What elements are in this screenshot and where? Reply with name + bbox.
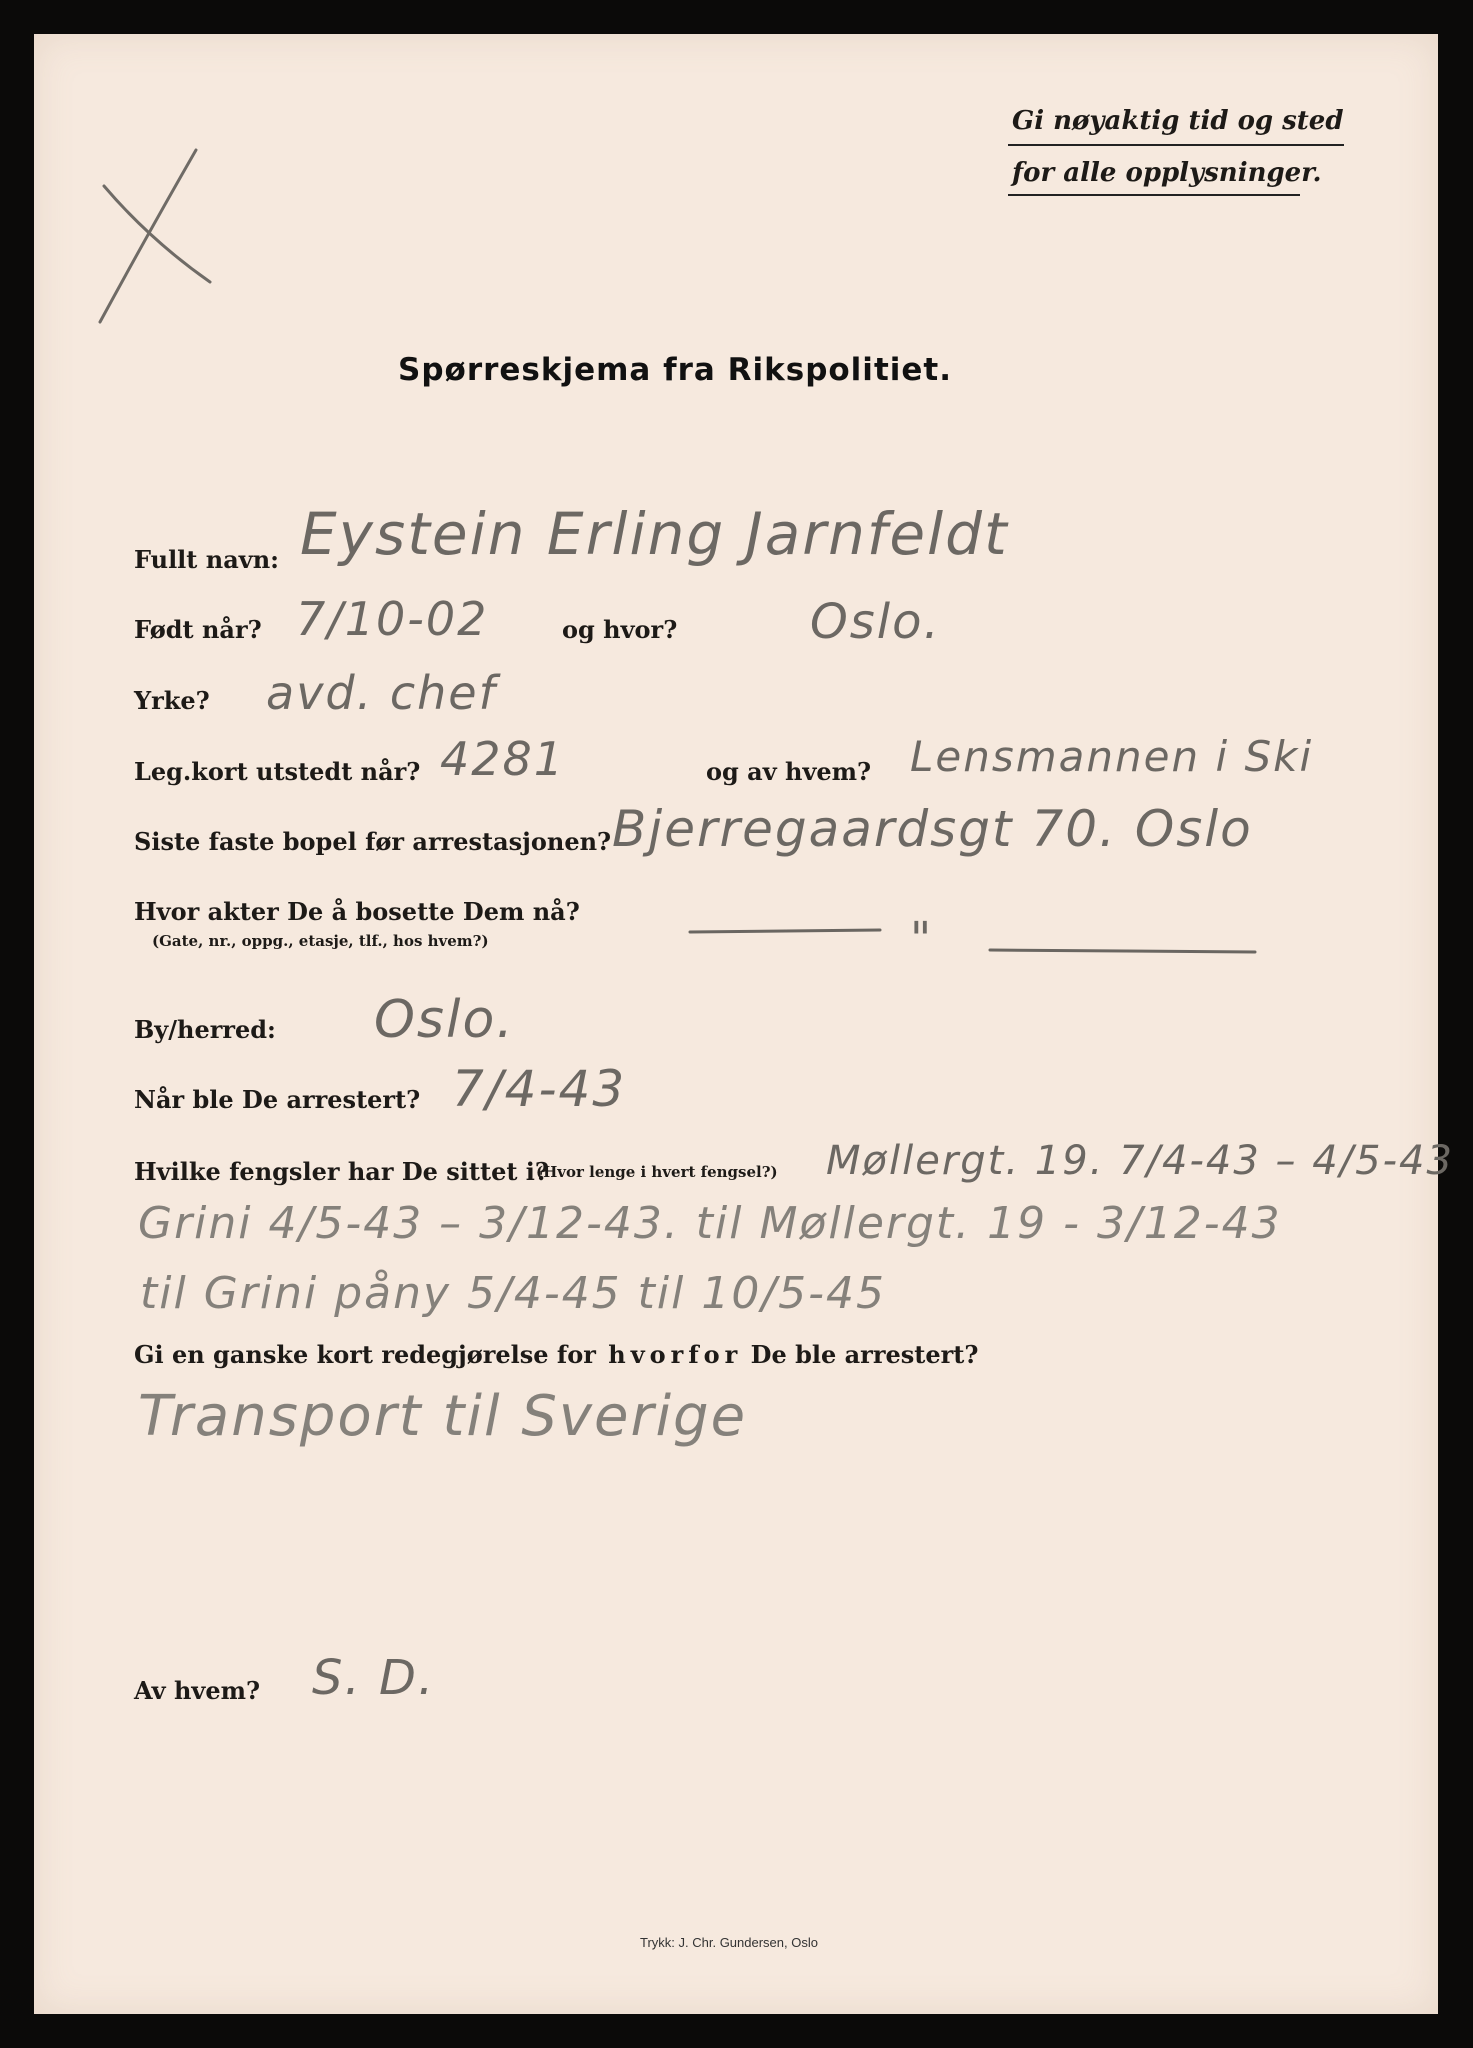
last-address-label: Siste faste bopel før arrestasjonen? [134, 827, 612, 856]
id-issued-when-value: 4281 [440, 732, 566, 786]
born-where-label: og hvor? [562, 615, 678, 644]
cross-mark [100, 150, 210, 322]
prisons-value-line3: til Grini påny 5/4-45 til 10/5-45 [140, 1268, 887, 1319]
instruction-note-underline1 [1008, 144, 1344, 146]
municipality-label: By/herred: [134, 1015, 276, 1044]
by-whom-value: S. D. [312, 1650, 436, 1706]
occupation-label: Yrke? [134, 686, 210, 715]
arrested-when-value: 7/4-43 [452, 1060, 627, 1118]
born-where-value: Oslo. [810, 594, 941, 650]
prisons-sublabel: (Hvor lenge i hvert fengsel?) [536, 1163, 778, 1181]
reason-label-end: De ble arrestert? [750, 1340, 979, 1369]
id-issued-by-label: og av hvem? [706, 757, 872, 786]
dash-lines [690, 930, 1255, 952]
reason-label-start: Gi en ganske kort redegjørelse for [134, 1340, 596, 1369]
prisons-label: Hvilke fengsler har De sittet i? [134, 1157, 549, 1186]
born-when-value: 7/10-02 [296, 592, 489, 646]
reason-label [134, 1340, 978, 1369]
last-address-value: Bjerregaardsgt 70. Oslo [612, 800, 1253, 858]
id-issued-by-value: Lensmannen i Ski [910, 732, 1314, 781]
reason-value: Transport til Sverige [138, 1384, 748, 1449]
arrested-when-label: Når ble De arrestert? [134, 1085, 421, 1114]
prisons-value-line1: Møllergt. 19. 7/4-43 – 4/5-43 [826, 1138, 1454, 1184]
municipality-value: Oslo. [374, 990, 515, 1050]
form-title: Spørreskjema fra Rikspolitiet. [398, 352, 953, 388]
id-issued-when-label: Leg.kort utstedt når? [134, 757, 421, 786]
occupation-value: avd. chef [266, 666, 497, 720]
settle-where-sublabel: (Gate, nr., oppg., etasje, tlf., hos hvem?) [152, 932, 489, 950]
reason-label-spaced: hvorfor [608, 1340, 743, 1369]
instruction-note-line2: for alle opplysninger. [1012, 158, 1322, 188]
born-when-label: Født når? [134, 615, 262, 644]
printer-imprint: Trykk: J. Chr. Gundersen, Oslo [640, 1935, 818, 1950]
full-name-label: Fullt navn: [134, 545, 279, 574]
prisons-value-line2: Grini 4/5-43 – 3/12-43. til Møllergt. 19 - 3/12-43 [138, 1198, 1282, 1249]
full-name-value: Eystein Erling Jarnfeldt [300, 500, 1009, 568]
settle-where-label: Hvor akter De å bosette Dem nå? [134, 897, 580, 926]
instruction-note-line1: Gi nøyaktig tid og sted [1012, 106, 1344, 136]
settle-where-value: " [910, 912, 934, 966]
instruction-note-underline2 [1008, 194, 1300, 196]
by-whom-label: Av hvem? [134, 1676, 261, 1705]
